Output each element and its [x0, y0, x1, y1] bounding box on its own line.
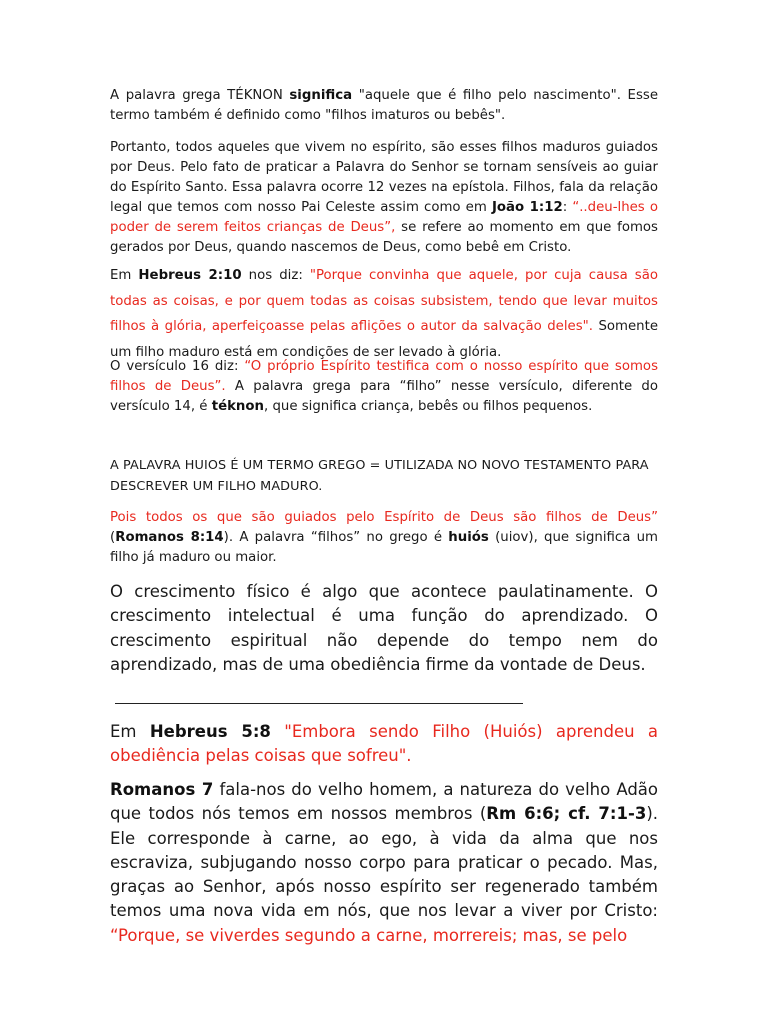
bible-reference: Hebreus 2:10 [138, 268, 242, 283]
text: Portanto, todos aqueles que vivem no espírito, são esses filhos maduros guiados por Deus. Pelo fato de praticar a Palavra do Senhor se tornam sensíveis ao guiar do Espírito Santo. Essa palavra ocorre 12 vezes na epístola. Filhos, fala da relação legal que temos com nosso Pai Celeste assim como em [110, 140, 658, 215]
text: ). Ele corresponde à carne, ao ego, à vida da alma que nos escraviza, subjugando nosso corpo para praticar o pecado. Mas, graças ao Senhor, após nosso espírito ser regenerado também temos uma nova vida em nós, que nos levar a viver por Cristo: [110, 804, 658, 921]
text: "aquele que é filho pelo nascimento". Esse termo também é definido como "filhos imaturos ou bebês". [110, 88, 658, 123]
bold-term: significa [289, 88, 353, 103]
paragraph-hebreus-5-8 [110, 720, 658, 769]
scripture-quote: “O próprio Espírito testifica com o nosso espírito que somos filhos de Deus”. [110, 359, 658, 394]
text: ( [110, 530, 116, 545]
text: (uiov), que significa um filho já maduro ou maior. [110, 530, 658, 565]
text: A PALAVRA HUIOS É UM TERMO GREGO = UTILIZADA NO NOVO TESTAMENTO PARA DESCREVER UM FILHO MADURO. [110, 458, 649, 494]
paragraph-huios-caps [110, 455, 658, 497]
bible-reference: Hebreus 5:8 [149, 722, 271, 741]
text: O crescimento físico é algo que acontece paulatinamente. O crescimento intelectual é uma função do aprendizado. O crescimento espiritual não depende do tempo nem do aprendizado, mas de uma obediência firme da vontade de Deus. [110, 582, 658, 674]
text: O versículo 16 diz: [110, 359, 245, 374]
horizontal-rule [115, 703, 523, 704]
text: ). A palavra “filhos” no grego é [223, 530, 449, 545]
scripture-quote: "Porque convinha que aquele, por cuja causa são todas as coisas, e por quem todas as coisas subsistem, tendo que levar muitos filhos à glória, aperfeiçoasse pelas aflições o autor da salvação deles". [110, 268, 658, 334]
text: : [562, 200, 573, 215]
text: nos diz: [241, 268, 310, 283]
paragraph-filhos-maduros [110, 138, 658, 258]
paragraph-romanos-7 [110, 778, 658, 948]
scripture-quote: "Embora sendo Filho (Huiós) aprendeu a obediência pelas coisas que sofreu". [110, 722, 658, 766]
text: A palavra grega TÉKNON [110, 88, 290, 103]
text: se refere ao momento em que fomos gerados por Deus, quando nascemos de Deus, como bebê em Cristo. [110, 220, 658, 255]
text: Somente um filho maduro está em condições de ser levado à glória. [110, 319, 658, 360]
bold-term: téknon [211, 399, 265, 414]
bible-reference: Romanos 7 [110, 780, 214, 799]
bible-reference: Rm 6:6; cf. 7:1-3 [486, 804, 647, 824]
scripture-quote: “..deu-lhes o poder de serem feitos crianças de Deus”, [110, 200, 658, 235]
paragraph-versiculo-16 [110, 357, 658, 417]
paragraph-crescimento [110, 580, 658, 677]
bible-reference: João 1:12 [491, 200, 563, 215]
bible-reference: Romanos 8:14 [115, 530, 224, 545]
scripture-quote: “Porque, se viverdes segundo a carne, morrereis; mas, se pelo [110, 925, 628, 945]
text: Em [110, 722, 150, 741]
text: Em [110, 268, 139, 283]
scripture-quote: Pois todos os que são guiados pelo Espírito de Deus são filhos de Deus” [110, 510, 658, 525]
paragraph-teknon [110, 86, 658, 126]
bold-term: huiós [448, 530, 489, 545]
text: fala-nos do velho homem, a natureza do velho Adão que todos nós temos em nossos membros ( [110, 780, 658, 824]
paragraph-hebreus-2-10 [110, 261, 658, 363]
text: , que significa criança, bebês ou filhos pequenos. [264, 399, 593, 414]
paragraph-romanos-8-14 [110, 508, 658, 568]
text: A palavra grega para “filho” nesse versículo, diferente do versículo 14, é [110, 379, 659, 414]
